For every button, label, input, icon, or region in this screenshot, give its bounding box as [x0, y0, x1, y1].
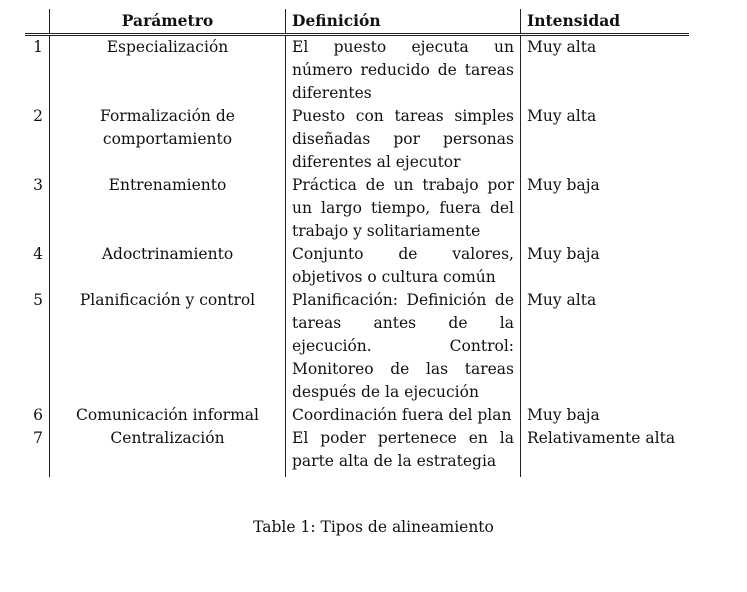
row-parametro: Especialización: [50, 35, 286, 106]
table-header: [25, 9, 689, 35]
table-body: [25, 35, 689, 478]
table-row: [25, 35, 689, 106]
row-definicion: Práctica de un trabajo por un largo tiempo, fuera del trabajo y solitariamente: [286, 174, 521, 243]
row-number: 7: [33, 429, 43, 447]
table-caption: Table 1: Tipos de alineamiento: [253, 518, 494, 536]
row-definicion: El puesto ejecuta un número reducido de tareas diferentes: [286, 35, 521, 106]
row-intensidad: Muy baja: [521, 404, 690, 427]
row-number: 2: [33, 107, 43, 125]
row-parametro: Comunicación informal: [50, 404, 286, 427]
row-parametro: Planificación y control: [50, 289, 286, 404]
row-definicion: Puesto con tareas simples diseñadas por personas diferentes al ejecutor: [286, 105, 521, 174]
header-row: [25, 9, 689, 35]
row-parametro: Adoctrinamiento: [50, 243, 286, 289]
row-definicion: El poder pertenece en la parte alta de la estrategia: [286, 427, 521, 477]
header-definicion: Definición: [286, 9, 521, 35]
row-intensidad: Muy baja: [521, 174, 690, 243]
row-parametro: Formalización de comportamiento: [50, 105, 286, 174]
row-parametro: Entrenamiento: [50, 174, 286, 243]
row-intensidad: Muy alta: [521, 105, 690, 174]
row-number: 1: [33, 38, 43, 56]
header-parametro: Parámetro: [50, 9, 286, 35]
row-intensidad: Relativamente alta: [521, 427, 690, 477]
row-intensidad: Muy alta: [521, 289, 690, 404]
header-intensidad: Intensidad: [521, 9, 690, 35]
alignment-table: [25, 9, 689, 477]
row-intensidad: Muy alta: [521, 35, 690, 106]
row-definicion: Coordinación fuera del plan: [286, 404, 521, 427]
header-num: [25, 9, 50, 35]
row-intensidad: Muy baja: [521, 243, 690, 289]
table-row: [25, 427, 689, 477]
table-row: [25, 289, 689, 404]
row-parametro: Centralización: [50, 427, 286, 477]
row-number: 3: [33, 176, 43, 194]
table-row: [25, 174, 689, 243]
row-definicion: Planificación: Definición de tareas antes de la ejecución. Control: Monitoreo de las tareas después de la ejecución: [286, 289, 521, 404]
row-number: 5: [33, 291, 43, 309]
table-row: [25, 404, 689, 427]
row-number: 4: [33, 245, 43, 263]
table-row: [25, 243, 689, 289]
row-definicion: Conjunto de valores, objetivos o cultura común: [286, 243, 521, 289]
row-number: 6: [33, 406, 43, 424]
table-row: [25, 105, 689, 174]
